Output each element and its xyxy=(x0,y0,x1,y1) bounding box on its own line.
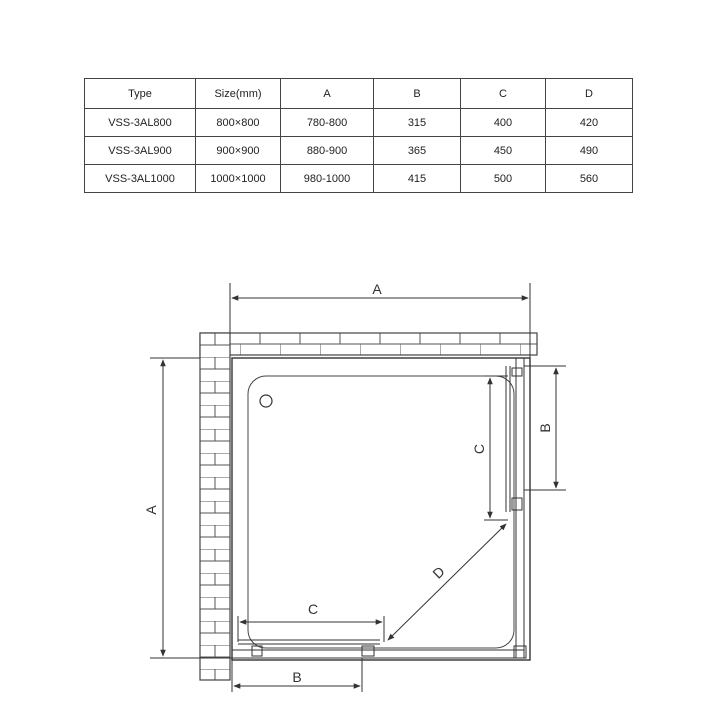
cell-a: 780-800 xyxy=(281,109,374,137)
cell-type: VSS-3AL1000 xyxy=(85,165,196,193)
dimension-label-c-right: C xyxy=(471,443,487,455)
cell-size: 1000×1000 xyxy=(196,165,281,193)
dimension-label-c-bottom: C xyxy=(307,601,319,617)
cell-c: 500 xyxy=(461,165,546,193)
cell-size: 900×900 xyxy=(196,137,281,165)
drain-icon xyxy=(260,395,272,407)
dimension-label-a-top: A xyxy=(372,281,382,297)
dimension-label-d-diagonal: D xyxy=(429,563,448,582)
cell-c: 400 xyxy=(461,109,546,137)
cell-a: 880-900 xyxy=(281,137,374,165)
header-c: C xyxy=(461,79,546,109)
dimension-c-bottom xyxy=(238,616,384,642)
dimension-label-b-bottom: B xyxy=(292,669,302,685)
shower-tray xyxy=(232,358,530,660)
cell-a: 980-1000 xyxy=(281,165,374,193)
cell-c: 450 xyxy=(461,137,546,165)
wall-top xyxy=(200,333,537,355)
cell-b: 415 xyxy=(374,165,461,193)
header-type: Type xyxy=(85,79,196,109)
wall-left xyxy=(200,333,230,680)
cell-d: 560 xyxy=(546,165,633,193)
dimension-label-a-left: A xyxy=(143,505,159,515)
glass-panels xyxy=(232,358,526,658)
cell-d: 490 xyxy=(546,137,633,165)
header-b: B xyxy=(374,79,461,109)
cell-b: 315 xyxy=(374,109,461,137)
cell-type: VSS-3AL800 xyxy=(85,109,196,137)
dimension-c-right xyxy=(484,376,508,520)
cell-size: 800×800 xyxy=(196,109,281,137)
cell-b: 365 xyxy=(374,137,461,165)
dimension-d-diagonal xyxy=(388,524,506,640)
header-size: Size(mm) xyxy=(196,79,281,109)
cell-d: 420 xyxy=(546,109,633,137)
header-d: D xyxy=(546,79,633,109)
dimension-label-b-right: B xyxy=(537,423,553,433)
header-a: A xyxy=(281,79,374,109)
cell-type: VSS-3AL900 xyxy=(85,137,196,165)
